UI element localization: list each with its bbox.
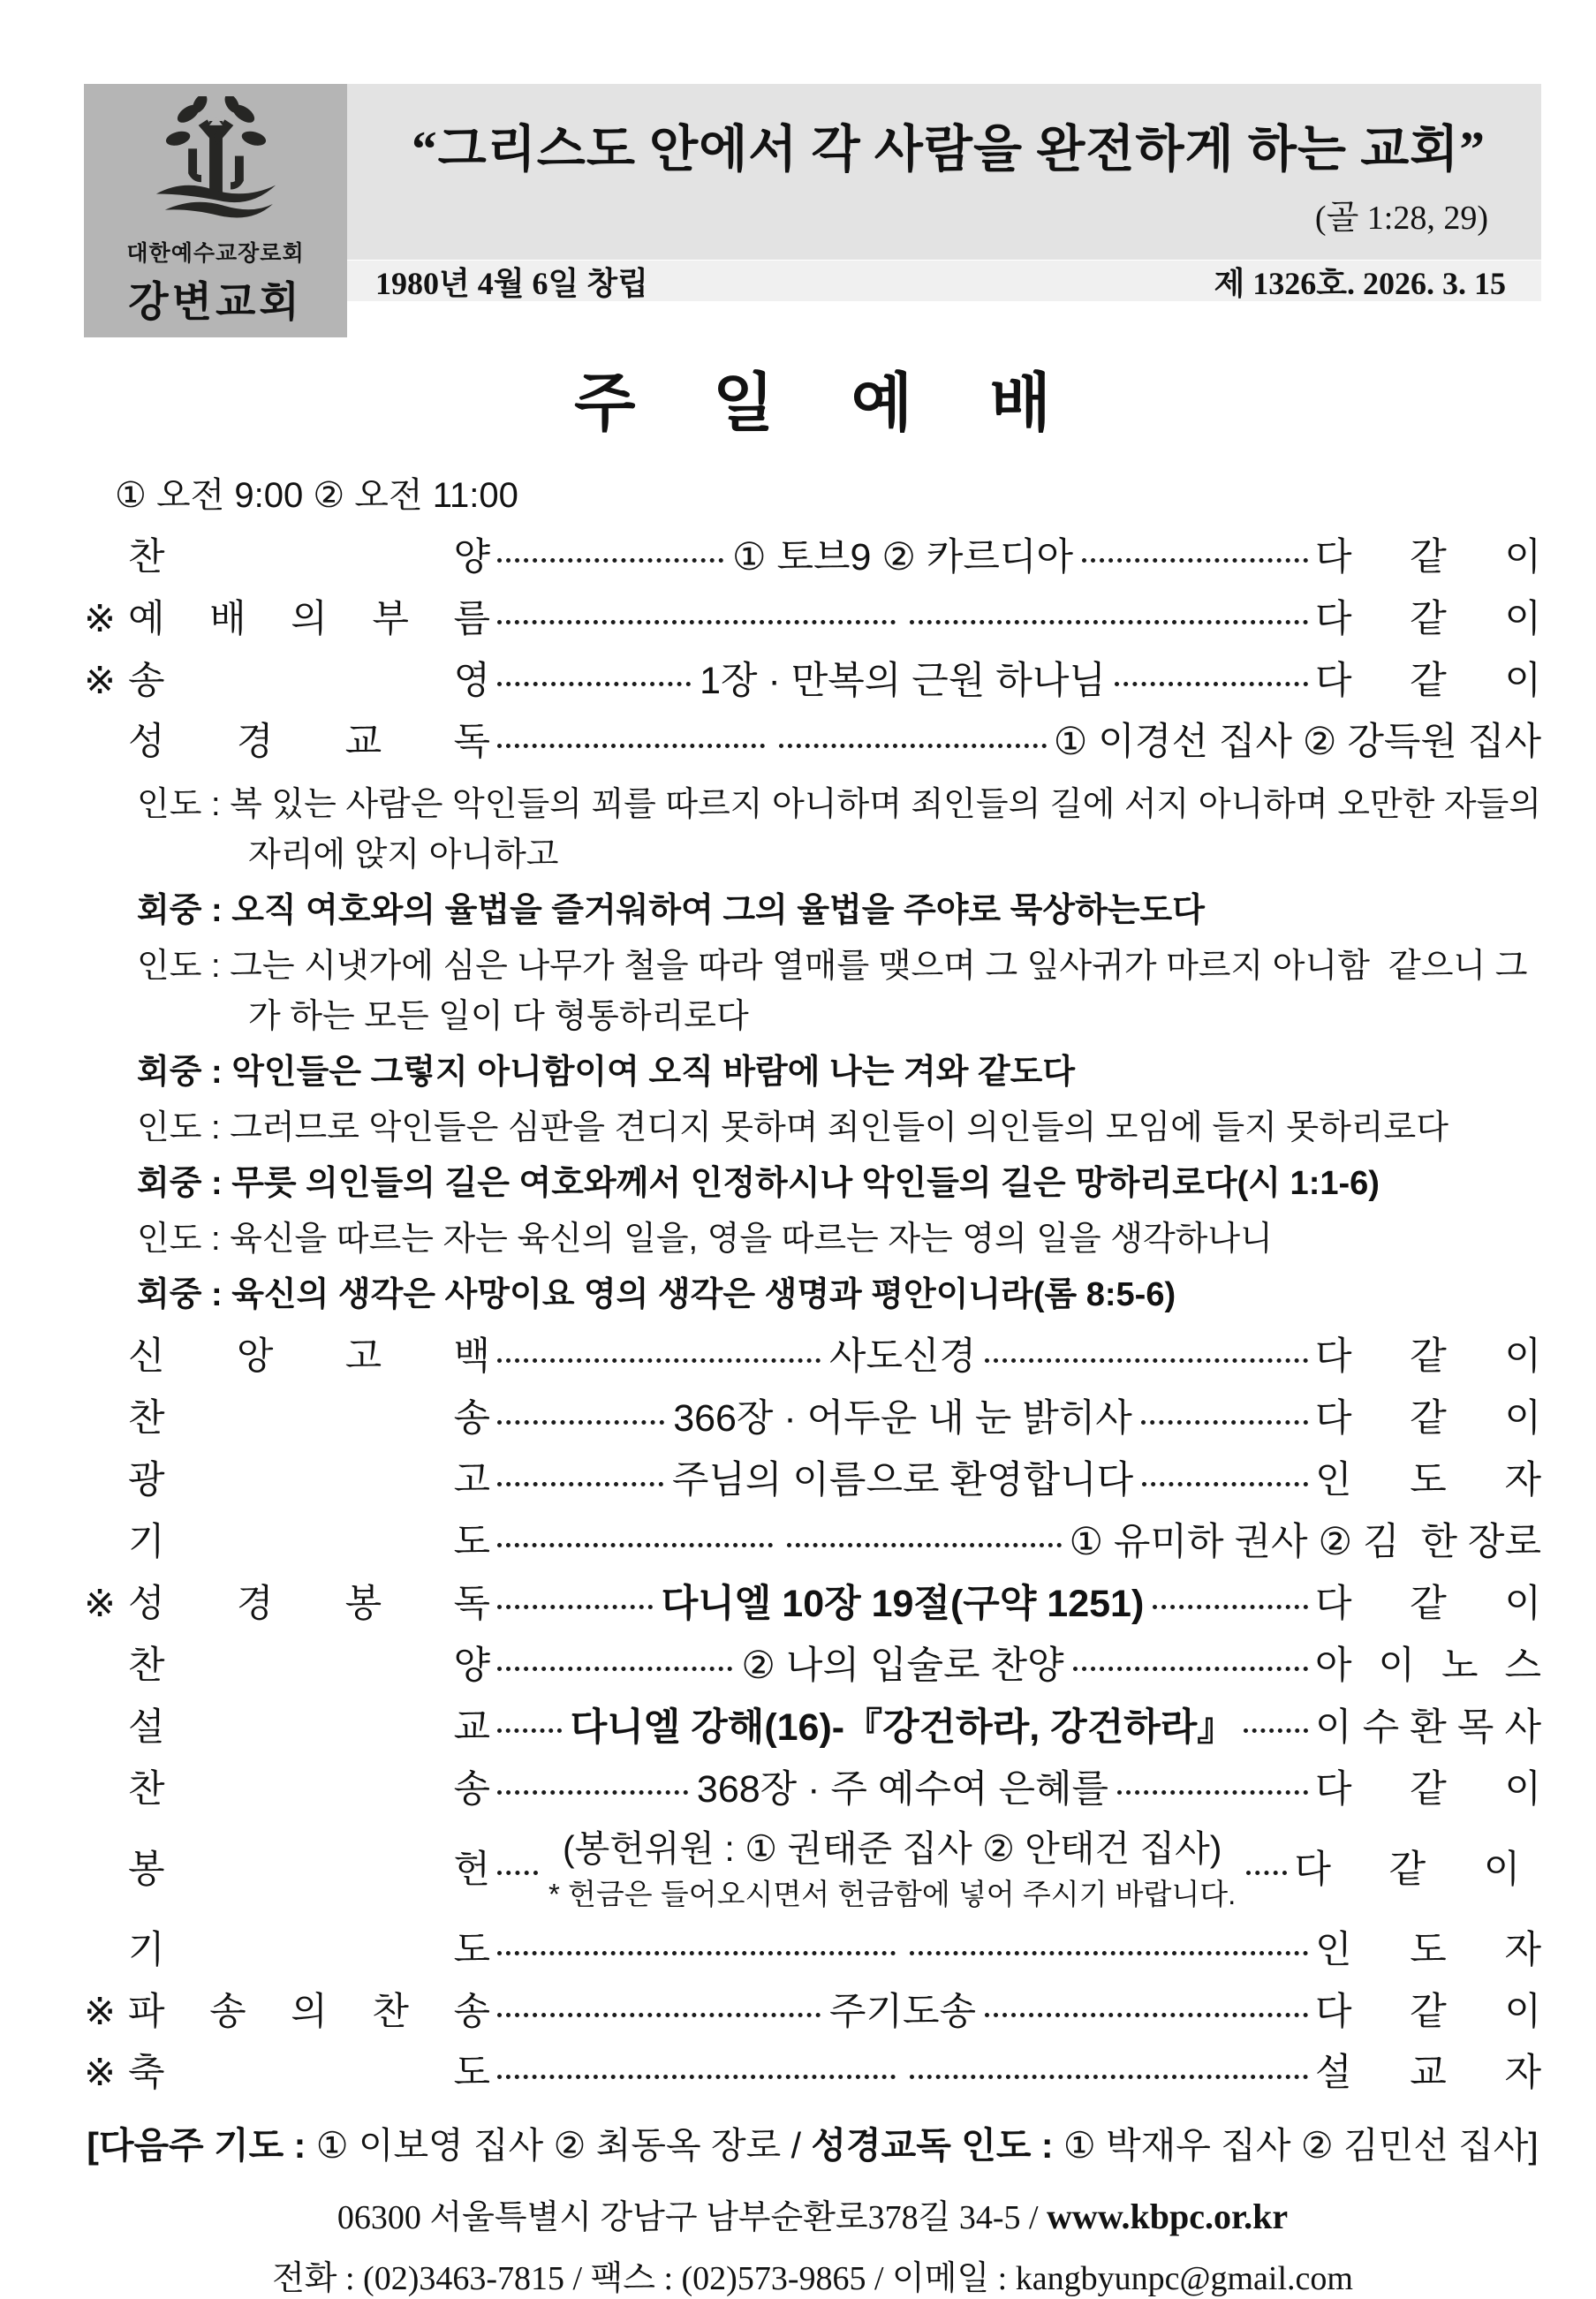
header-info-strip — [347, 261, 1541, 301]
order-item-assignee: 인 도 자 — [1315, 1459, 1541, 1502]
next-week-segment: [다음주 기도 : — [87, 2125, 316, 2167]
dotted-leader — [1246, 1871, 1287, 1875]
dotted-leader — [1142, 1482, 1308, 1486]
reading-speaker: 회중 — [137, 892, 202, 930]
order-row — [84, 595, 1541, 645]
dotted-leader — [787, 1543, 1063, 1547]
order-item-label: 찬 송 — [128, 1767, 490, 1811]
address-line — [84, 2189, 1541, 2238]
order-item-assignee: 이 수 환 목 사 — [1315, 1705, 1541, 1749]
order-item-label: 송 영 — [128, 659, 490, 702]
dotted-leader — [1244, 1728, 1308, 1733]
reading-speaker: 회중 — [137, 1276, 202, 1314]
order-row — [84, 1704, 1541, 1753]
order-item-assignee: 다 같 이 — [1315, 659, 1541, 702]
order-item-assignee: 다 같 이 — [1315, 597, 1541, 640]
order-item-label: 파 송 의 찬 송 — [128, 1990, 490, 2033]
order-item-assignee: 다 같 이 — [1315, 1990, 1541, 2033]
order-row-offering — [84, 1826, 1541, 1913]
dotted-leader — [497, 1667, 732, 1671]
reading-colon: : — [201, 1221, 231, 1259]
dotted-leader — [497, 682, 691, 686]
church-logo-panel — [84, 84, 347, 337]
reading-colon: : — [201, 948, 231, 986]
order-row — [84, 1395, 1541, 1444]
offering-note: * 헌금은 들어오시면서 헌금함에 넣어 주시기 바랍니다. — [548, 1877, 1237, 1910]
order-item-label: 성 경 봉 독 — [128, 1582, 490, 1625]
order-item-content: 366장 · 어두운 내 눈 밝히사 — [673, 1397, 1132, 1441]
standing-marker: ※ — [84, 2052, 117, 2095]
order-item-label: 찬 양 — [128, 535, 490, 579]
order-row — [84, 1518, 1541, 1568]
dotted-leader — [985, 1358, 1308, 1363]
reading-text: 육신의 생각은 사망이요 영의 생각은 생명과 평안이니라(롬 8:5-6) — [231, 1276, 1176, 1314]
order-item-assignee: 다 같 이 — [1294, 1848, 1521, 1891]
order-item-content: 다니엘 강해(16)-『강건하라, 강건하라』 — [570, 1705, 1236, 1749]
dotted-leader — [497, 2075, 896, 2079]
dotted-leader — [497, 1358, 821, 1363]
reading-colon: : — [201, 1276, 232, 1314]
dotted-leader — [779, 744, 1047, 748]
order-item-assignee: 다 같 이 — [1315, 1335, 1541, 1379]
reading-colon: : — [201, 1054, 232, 1092]
reading-speaker: 인도 — [137, 948, 202, 986]
order-list — [84, 533, 1551, 2099]
footer — [84, 2189, 1541, 2299]
reading-text: 육신을 따르는 자는 육신의 일을, 영을 따르는 자는 영의 일을 생각하나니 — [230, 1221, 1273, 1259]
issue-number: 제 1326호. 2026. 3. 15 — [1214, 265, 1506, 301]
header-right — [347, 84, 1541, 337]
order-item-label: 성 경 교 독 — [128, 721, 490, 764]
responsive-reading-line — [137, 1103, 1541, 1153]
reading-speaker: 인도 — [137, 1221, 202, 1259]
reading-speaker: 인도 — [137, 786, 202, 824]
order-item-assignee: 인 도 자 — [1315, 1928, 1541, 1971]
order-row — [84, 1333, 1541, 1382]
order-item-label: 설 교 — [128, 1705, 490, 1749]
dotted-leader — [497, 1605, 653, 1609]
dotted-leader — [497, 2013, 821, 2017]
church-address: 06300 서울특별시 강남구 남부순환로378길 34-5 / — [337, 2199, 1048, 2237]
order-item-content: 주님의 이름으로 환영합니다 — [671, 1459, 1134, 1502]
reading-text: 그는 시냇가에 심은 나무가 철을 따라 열매를 맺으며 그 잎사귀가 마르지 아니함 같으니 그가 하는 모든 일이 다 형통하리로다 — [230, 948, 1528, 1036]
dotted-leader — [497, 1871, 538, 1875]
order-item-content: ① 토브9 ② 카르디아 — [731, 535, 1074, 579]
order-row — [84, 1766, 1541, 1815]
order-item-assignee: 설 교 자 — [1315, 2052, 1541, 2095]
responsive-reading-line — [137, 1214, 1541, 1265]
dotted-leader — [497, 558, 723, 563]
dotted-leader — [1082, 558, 1308, 563]
order-item-content: 1장 · 만복의 근원 하나님 — [700, 659, 1106, 702]
dotted-leader — [497, 1482, 663, 1486]
standing-marker: ※ — [84, 597, 117, 640]
order-item-assignee: 아 이 노 스 — [1315, 1644, 1541, 1687]
order-row — [84, 657, 1541, 707]
order-item-content: ② 나의 입술로 찬양 — [741, 1644, 1064, 1687]
order-row — [84, 1926, 1541, 1976]
reading-colon: : — [201, 892, 232, 930]
standing-marker: ※ — [84, 659, 117, 702]
dotted-leader — [985, 2013, 1308, 2017]
order-row — [84, 1642, 1541, 1691]
order-row — [84, 1580, 1541, 1630]
reading-speaker: 회중 — [137, 1165, 202, 1203]
order-item-content: 다니엘 10장 19절(구약 1251) — [661, 1582, 1145, 1625]
order-row — [84, 2049, 1541, 2099]
offering-committee: (봉헌위원 : ① 권태준 집사 ② 안태건 집사) — [562, 1828, 1222, 1870]
bulletin-header — [84, 84, 1541, 337]
dotted-leader — [1153, 1605, 1308, 1609]
order-item-label: 광 고 — [128, 1459, 490, 1502]
next-week-segment: ① 박재우 집사 ② 김민선 집사] — [1063, 2125, 1539, 2167]
order-item-content: 368장 · 주 예수여 은혜를 — [696, 1767, 1109, 1811]
order-item-label: 찬 송 — [128, 1397, 490, 1441]
reading-text: 무릇 의인들의 길은 여호와께서 인정하시나 악인들의 길은 망하리로다(시 1:1-6) — [231, 1165, 1380, 1203]
responsive-reading-line — [137, 1159, 1541, 1209]
dotted-leader — [910, 620, 1308, 624]
contact-line: 전화 : (02)3463-7815 / 팩스 : (02)573-9865 / 이메일 : kangbyunpc@gmail.com — [272, 2260, 1353, 2298]
next-week-segment: 성경교독 인도 : — [811, 2125, 1063, 2167]
order-item-label: 찬 양 — [128, 1644, 490, 1687]
dotted-leader — [497, 1543, 773, 1547]
order-row — [84, 718, 1541, 768]
denomination-label: 대한예수교장로회 — [126, 241, 305, 266]
reading-colon: : — [201, 1165, 232, 1203]
slogan-panel — [347, 84, 1541, 260]
dotted-leader — [1073, 1667, 1308, 1671]
responsive-reading-line — [137, 942, 1541, 1042]
order-item-label: 봉 헌 — [128, 1848, 490, 1891]
dotted-leader — [497, 1951, 896, 1955]
reading-text: 복 있는 사람은 악인들의 꾀를 따르지 아니하며 죄인들의 길에 서지 아니하며 오만한 자들의 자리에 앉지 아니하고 — [230, 786, 1551, 874]
dotted-leader — [910, 1951, 1308, 1955]
order-item-label: 예 배 의 부 름 — [128, 597, 490, 640]
dotted-leader — [497, 744, 765, 748]
order-item-assignee: ① 유미하 권사 ② 김 한 장로 — [1069, 1521, 1542, 1564]
reading-colon: : — [201, 1109, 231, 1147]
slogan-scripture-reference: (골 1:28, 29) — [1314, 200, 1488, 237]
reading-text: 그러므로 악인들은 심판을 견디지 못하며 죄인들이 의인들의 모임에 들지 못하리로다 — [230, 1109, 1449, 1147]
website-url: www.kbpc.or.kr — [1047, 2197, 1289, 2237]
next-week-segment: ① 이보영 집사 ② 최동옥 장로 / — [315, 2125, 812, 2167]
dotted-leader — [1117, 1790, 1308, 1795]
responsive-reading-line — [137, 780, 1551, 881]
founded-date: 1980년 4월 6일 창립 — [375, 265, 648, 301]
order-item-label: 기 도 — [128, 1928, 490, 1971]
order-item-label: 축 도 — [128, 2052, 490, 2095]
order-row — [84, 1456, 1541, 1506]
reading-colon: : — [201, 786, 231, 824]
order-item-content: 주기도송 — [828, 1990, 977, 2033]
dotted-leader — [1115, 682, 1308, 686]
page-title: 주 일 예 배 — [574, 368, 1051, 439]
church-slogan: “그리스도 안에서 각 사람을 완전하게 하는 교회” — [412, 122, 1486, 178]
church-tree-logo-icon — [143, 96, 289, 229]
order-item-assignee: 다 같 이 — [1315, 1397, 1541, 1441]
responsive-reading-line — [137, 886, 1541, 936]
next-week-line — [84, 2116, 1541, 2168]
reading-speaker: 인도 — [137, 1109, 202, 1147]
church-name: 강변교회 — [128, 278, 303, 325]
order-row — [84, 1988, 1541, 2038]
reading-text: 오직 여호와의 율법을 즐거워하여 그의 율법을 주야로 묵상하는도다 — [231, 892, 1205, 930]
service-times: ① 오전 9:00 ② 오전 11:00 — [115, 475, 518, 515]
reading-speaker: 회중 — [137, 1054, 202, 1092]
dotted-leader — [910, 2075, 1308, 2079]
responsive-reading-line — [137, 1047, 1541, 1098]
dotted-leader — [1141, 1420, 1308, 1425]
order-row — [84, 533, 1541, 583]
order-item-label: 신 앙 고 백 — [128, 1335, 490, 1379]
standing-marker: ※ — [84, 1990, 117, 2033]
order-item-assignee: 다 같 이 — [1315, 1767, 1541, 1811]
order-item-assignee: 다 같 이 — [1315, 535, 1541, 579]
dotted-leader — [497, 1790, 688, 1795]
offering-details — [545, 1826, 1239, 1913]
order-item-assignee: 다 같 이 — [1315, 1582, 1541, 1625]
reading-text: 악인들은 그렇지 아니함이여 오직 바람에 나는 겨와 같도다 — [231, 1054, 1076, 1092]
order-item-content: 사도신경 — [828, 1335, 977, 1379]
dotted-leader — [497, 1420, 664, 1425]
dotted-leader — [497, 1728, 562, 1733]
responsive-reading-line — [137, 1270, 1541, 1320]
order-item-assignee: ① 이경선 집사 ② 강득원 집사 — [1053, 721, 1541, 764]
order-item-label: 기 도 — [128, 1521, 490, 1564]
standing-marker: ※ — [84, 1582, 117, 1625]
dotted-leader — [497, 620, 896, 624]
